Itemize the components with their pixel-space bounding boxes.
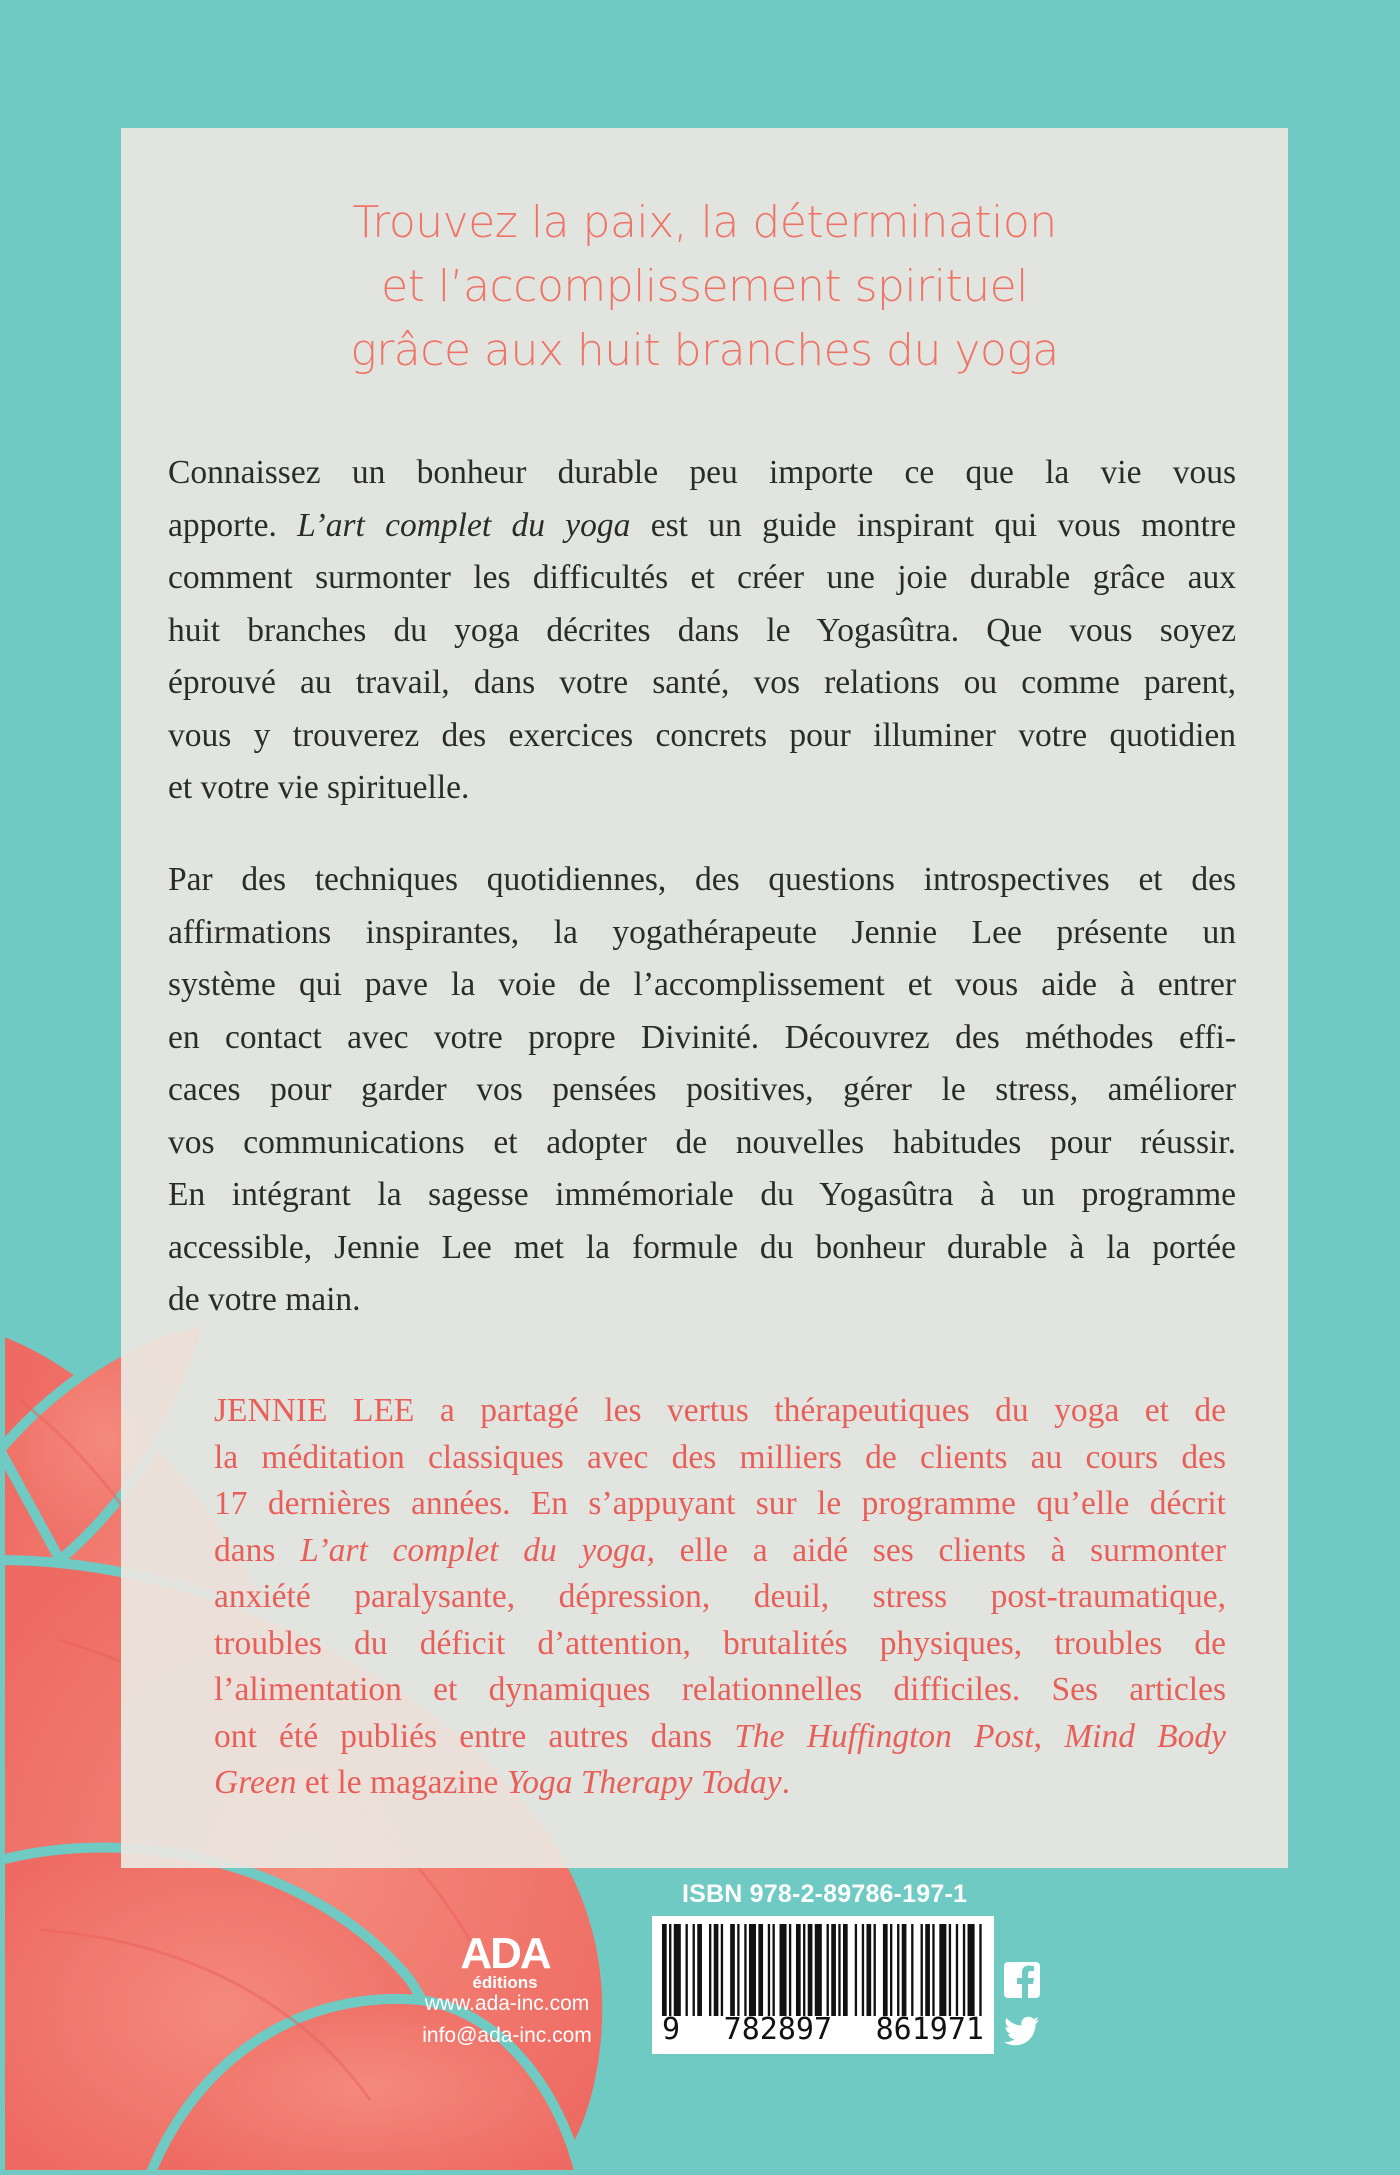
barcode-bar — [883, 1924, 888, 2016]
description-paragraph-2 — [168, 854, 1236, 1327]
author-bio — [214, 1388, 1226, 1807]
barcode-digit-group: 861971 — [875, 2012, 984, 2047]
text-line: Par des techniques quotidiennes, des questions introspectives et des — [168, 861, 1236, 898]
description-paragraph-1 — [168, 447, 1236, 815]
barcode-bar — [737, 1924, 739, 2016]
barcode-bar — [897, 1924, 899, 2016]
barcode-bar — [780, 1924, 787, 2016]
barcode-bar — [838, 1924, 840, 2016]
book-title: L’art complet du yoga — [300, 1531, 647, 1569]
twitter-icon[interactable] — [1004, 2013, 1040, 2049]
barcode-bar — [902, 1924, 907, 2016]
barcode-digit-group: 782897 — [723, 2012, 833, 2047]
barcode-bar — [979, 1924, 981, 2016]
text-line: En intégrant la sagesse immémoriale du Yogasûtra à un programme — [168, 1176, 1236, 1213]
text-line: comment surmonter les difficultés et créer une joie durable grâce aux — [168, 559, 1236, 596]
text-line: caces pour garder vos pensées positives, gérer le stress, améliorer — [168, 1071, 1236, 1108]
barcode-bar — [874, 1924, 876, 2016]
barcode-bar — [772, 1924, 774, 2016]
publisher-email[interactable]: info@ada-inc.com — [422, 2024, 592, 2047]
barcode-bar — [866, 1924, 871, 2016]
barcode-bar — [831, 1924, 836, 2016]
isbn-label: ISBN 978-2-89786-197-1 — [682, 1880, 968, 1908]
text-line: affirmations inspirantes, la yogathérapeute Jennie Lee présente un — [168, 913, 1236, 951]
bio-line: Green et le magazine Yoga Therapy Today. — [214, 1764, 790, 1801]
barcode-bar — [963, 1924, 965, 2016]
text-line: système qui pave la voie de l’accomplissement et vous aide à entrer — [168, 966, 1236, 1003]
tagline-line: et l’accomplissement spirituel — [381, 261, 1028, 312]
barcode-bar — [709, 1924, 711, 2016]
barcode-bar — [789, 1924, 791, 2016]
bio-line: dans L’art complet du yoga, elle a aidé ses clients à surmonter — [214, 1531, 1227, 1569]
barcode-bar — [932, 1924, 934, 2016]
barcode-bar — [855, 1924, 857, 2016]
barcode-bar — [662, 1924, 667, 2016]
barcode-bar — [744, 1924, 746, 2016]
barcode-bar — [968, 1924, 975, 2016]
barcode-bar — [768, 1924, 770, 2016]
text-line: vous y trouverez des exercices concrets pour illuminer votre quotidien — [168, 716, 1236, 754]
barcode-bar — [925, 1924, 930, 2016]
text-line: en contact avec votre propre Divinité. Découvrez des méthodes effi- — [168, 1018, 1236, 1056]
barcode-bar — [862, 1924, 864, 2016]
publication-title: The Huffington Post — [734, 1717, 1034, 1755]
barcode-bar — [921, 1924, 923, 2016]
bio-line: JENNIE LEE a partagé les vertus thérapeutiques du yoga et de — [214, 1392, 1226, 1429]
barcode-digits — [662, 2012, 984, 2047]
text-line: et votre vie spirituelle. — [168, 769, 470, 806]
text-line: huit branches du yoga décrites dans le Yogasûtra. Que vous soyez — [168, 611, 1236, 649]
text-line: de votre main. — [168, 1281, 361, 1318]
text-line: apporte. L’art complet du yoga est un guide inspirant qui vous montre — [168, 506, 1237, 544]
bio-line: anxiété paralysante, dépression, deuil, stress post-traumatique, — [214, 1578, 1226, 1615]
barcode-bar — [939, 1924, 946, 2016]
bio-line: ont été publiés entre autres dans The Huffington Post, Mind Body — [214, 1717, 1227, 1755]
barcode-bar — [749, 1924, 756, 2016]
barcode-bar — [697, 1924, 702, 2016]
barcode-bar — [956, 1924, 958, 2016]
barcode-bar — [803, 1924, 805, 2016]
barcode-bar — [949, 1924, 951, 2016]
barcode-bar — [693, 1924, 695, 2016]
barcode-bar — [721, 1924, 723, 2016]
text-line: accessible, Jennie Lee met la formule du bonheur durable à la portée — [168, 1228, 1236, 1266]
bio-line: la méditation classiques avec des milliers de clients au cours des — [214, 1438, 1226, 1476]
barcode-bar — [815, 1924, 822, 2016]
barcode-bar — [827, 1924, 829, 2016]
barcode-bar — [843, 1924, 848, 2016]
bio-line: 17 dernières années. En s’appuyant sur le programme qu’elle décrit — [214, 1485, 1226, 1522]
barcode-bar — [890, 1924, 892, 2016]
barcode-bar — [686, 1924, 688, 2016]
barcode-bar — [758, 1924, 763, 2016]
barcode-bar — [730, 1924, 735, 2016]
bio-line: l’alimentation et dynamiques relationnelles difficiles. Ses articles — [214, 1671, 1226, 1708]
barcode-bar — [911, 1924, 913, 2016]
text-line: vos communications et adopter de nouvelles habitudes pour réussir. — [168, 1123, 1236, 1161]
barcode-bar — [669, 1924, 671, 2016]
publisher-contact — [392, 1988, 622, 2052]
publication-title: Mind Body — [1064, 1717, 1227, 1755]
tagline — [121, 191, 1288, 383]
barcode-bar — [674, 1924, 681, 2016]
text-line: Connaissez un bonheur durable peu importe ce que la vie vous — [168, 454, 1236, 491]
barcode-bar — [714, 1924, 719, 2016]
barcode-digit-group: 9 — [662, 2012, 681, 2047]
back-cover-panel — [121, 128, 1288, 1868]
publication-title: Yoga Therapy Today — [506, 1764, 782, 1801]
publisher-logo — [446, 1924, 564, 1992]
facebook-icon[interactable] — [1004, 1962, 1040, 1998]
tagline-line: Trouvez la paix, la détermination — [352, 197, 1057, 248]
text-line: éprouvé au travail, dans votre santé, vos relations ou comme parent, — [168, 664, 1236, 701]
barcode — [652, 1916, 994, 2054]
svg-text:éditions: éditions — [472, 1973, 538, 1992]
barcode-bars — [662, 1924, 984, 2016]
barcode-bar — [796, 1924, 801, 2016]
barcode-bar — [808, 1924, 813, 2016]
book-title: L’art complet du yoga — [297, 506, 631, 544]
publication-title: Green — [214, 1764, 297, 1801]
publisher-website[interactable]: www.ada-inc.com — [424, 1992, 590, 2015]
svg-text:ADA: ADA — [460, 1929, 550, 1978]
bio-line: troubles du déficit d’attention, brutalités physiques, troubles de — [214, 1624, 1226, 1662]
tagline-line: grâce aux huit branches du yoga — [350, 325, 1059, 376]
